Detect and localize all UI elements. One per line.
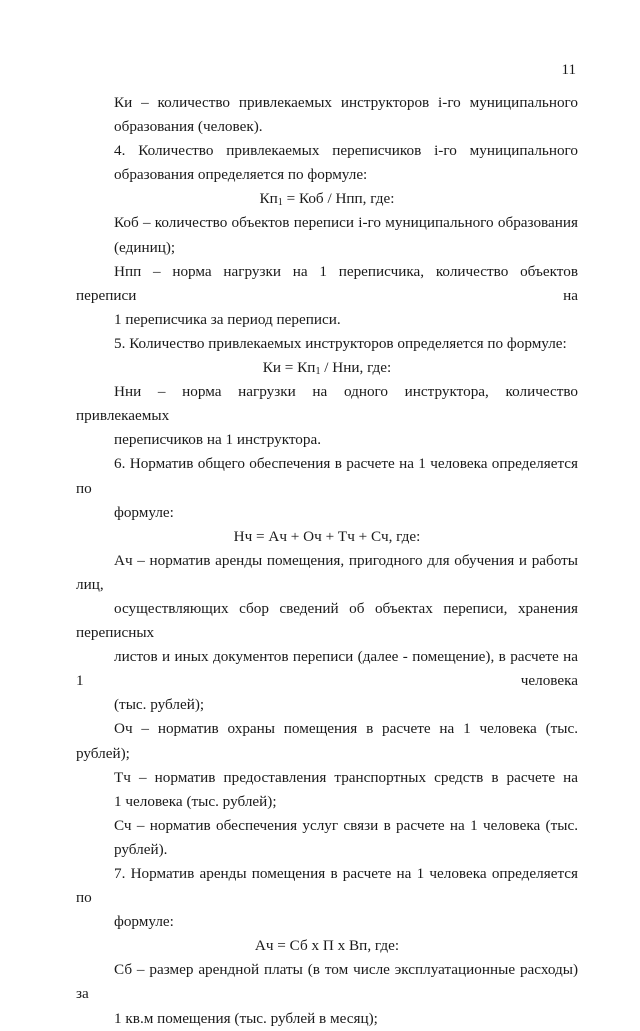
text-line: Нпп – норма нагрузки на 1 переписчика, количество объектов переписи на xyxy=(76,262,578,304)
text-line: Тч – норматив предоставления транспортных средств в расчете на xyxy=(114,768,578,786)
text-line: образования определяется по формуле: xyxy=(114,166,368,184)
text-line: Нни – норма нагрузки на одного инструктора, количество привлекаемых xyxy=(76,383,578,425)
text-line: образования (человек). xyxy=(114,118,263,136)
text-line: переписчиков на 1 инструктора. xyxy=(114,431,322,449)
text-line: Ач – норматив аренды помещения, пригодного для обучения и работы лиц, xyxy=(76,551,578,593)
page-number: 11 xyxy=(561,62,576,78)
text-line: Коб – количество объектов переписи i-го муниципального образования xyxy=(114,214,578,232)
paragraph xyxy=(76,380,578,452)
formula-text: Ач = Сб х П х Вп, где: xyxy=(254,937,400,955)
paragraph xyxy=(76,958,578,1030)
formula xyxy=(76,187,578,211)
formula-text: = Коб / Нпп, где: xyxy=(282,190,395,208)
text-line: 6. Норматив общего обеспечения в расчете на 1 человека определяется по xyxy=(76,455,578,497)
formula-text: Кп xyxy=(259,190,278,208)
formula xyxy=(76,934,578,958)
paragraph xyxy=(76,766,578,814)
text-line: формуле: xyxy=(114,913,174,931)
formula-subscript: 1 xyxy=(315,366,321,378)
text-line: (единиц); xyxy=(114,238,176,256)
text-line: 1 человека (тыс. рублей); xyxy=(114,792,277,810)
text-line: листов и иных документов переписи (далее - помещение), в расчете на 1 человека xyxy=(76,648,578,690)
paragraph xyxy=(76,862,578,934)
formula-text: Ки = Кп xyxy=(262,359,316,377)
text-line: Оч – норматив охраны помещения в расчете на 1 человека (тыс. рублей); xyxy=(76,720,578,762)
formula-text: Нч = Ач + Оч + Тч + Сч, где: xyxy=(233,527,421,545)
text-line: рублей). xyxy=(114,840,168,858)
paragraph xyxy=(76,260,578,332)
text-line: 1 переписчика за период переписи. xyxy=(114,310,341,328)
text-line: 5. Количество привлекаемых инструкторов определяется по формуле: xyxy=(114,334,567,352)
text-line: Ки – количество привлекаемых инструкторов i-го муниципального xyxy=(114,94,578,111)
paragraph xyxy=(76,814,578,862)
document-body xyxy=(76,91,578,1031)
text-line: 4. Количество привлекаемых переписчиков i-го муниципального xyxy=(114,142,578,160)
paragraph xyxy=(76,139,578,187)
text-line: 1 кв.м помещения (тыс. рублей в месяц); xyxy=(114,1009,378,1027)
text-line: формуле: xyxy=(114,503,174,521)
paragraph xyxy=(76,549,578,718)
text-line: Сч – норматив обеспечения услуг связи в расчете на 1 человека (тыс. xyxy=(114,816,578,834)
paragraph xyxy=(76,211,578,259)
formula-subscript: 1 xyxy=(277,197,283,209)
formula-text: / Нни, где: xyxy=(320,359,392,377)
formula xyxy=(76,356,578,380)
paragraph xyxy=(76,717,578,765)
text-line: Сб – размер арендной платы (в том числе эксплуатационные расходы) за xyxy=(76,961,578,1003)
paragraph xyxy=(76,452,578,524)
text-line: осуществляющих сбор сведений об объектах переписи, хранения переписных xyxy=(76,599,578,642)
formula xyxy=(76,525,578,549)
paragraph xyxy=(76,332,578,356)
text-line: 7. Норматив аренды помещения в расчете на 1 человека определяется по xyxy=(76,865,578,907)
text-line: (тыс. рублей); xyxy=(114,696,205,714)
paragraph xyxy=(76,91,578,139)
